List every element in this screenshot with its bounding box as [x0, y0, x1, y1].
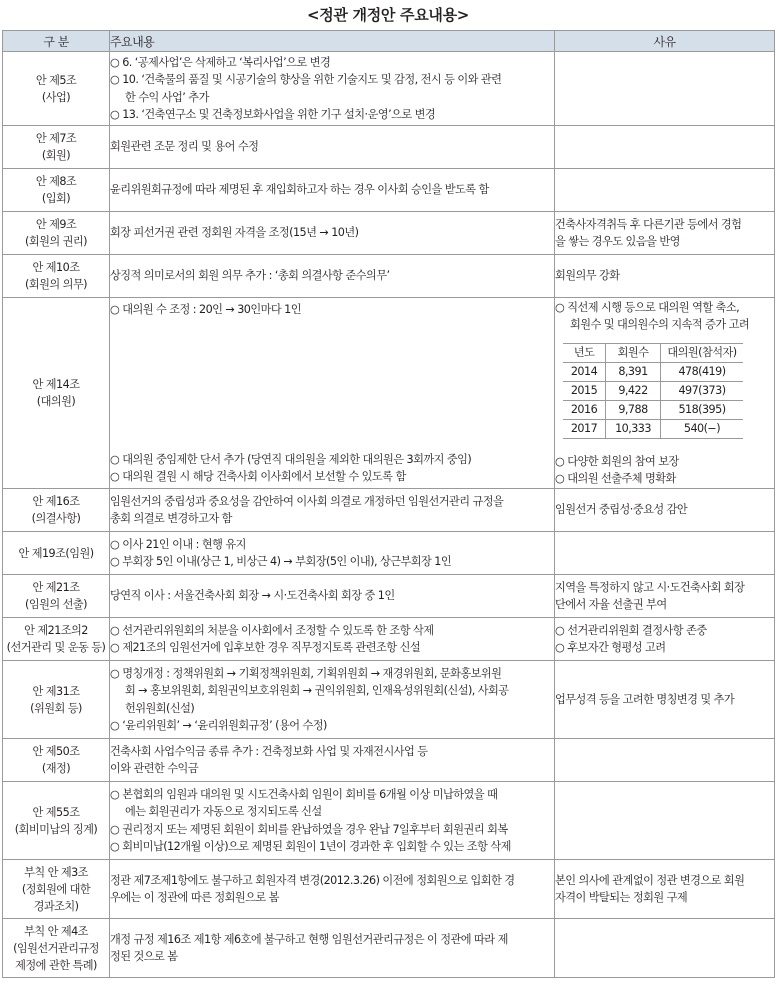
table-row	[3, 618, 775, 661]
header-reason: 사유	[555, 31, 775, 52]
table-row	[3, 739, 775, 782]
table-row	[3, 575, 775, 618]
row-gubun: 부칙 안 제3조 (정회원에 대한 경과조치)	[3, 860, 110, 919]
row-content: 임원선거의 중립성과 중요성을 감안하여 이사회 의결로 개정하던 임원선거관리 규정을 총회 의결로 변경하고자 함	[110, 489, 555, 532]
table-row	[3, 298, 775, 489]
row-gubun: 안 제21조의2 (선거관리 및 운동 등)	[3, 618, 110, 661]
table-row	[3, 212, 775, 255]
row-gubun: 안 제31조 (위원회 등)	[3, 661, 110, 739]
row-reason: 업무성격 등을 고려한 명칭변경 및 추가	[555, 661, 775, 739]
row-reason: ○ 직선제 시행 등으로 대의원 역할 축소, 회원수 및 대의원수의 지속적 증가 고려 년도 회원수 대의원(참석자) 2014 8,391 478(419) 2015 9,422 497(373) 2016 9,788 518(395) 2017 10,333 540(−) ○ 다양한 회원의 참여 보장 ○ 대의원 선출주체 명확화	[555, 298, 775, 489]
table-row	[3, 532, 775, 575]
row-content: ○ 이사 21인 이내 : 현행 유지 ○ 부회장 5인 이내(상근 1, 비상근 4) → 부회장(5인 이내), 상근부회장 1인	[110, 532, 555, 575]
table-row	[3, 860, 775, 919]
row-gubun: 안 제5조 (사업)	[3, 52, 110, 126]
row-content: 회장 피선거권 관련 정회원 자격을 조정(15년 → 10년)	[110, 212, 555, 255]
row-gubun: 안 제8조 (입회)	[3, 169, 110, 212]
table-row	[3, 782, 775, 860]
table-row	[3, 52, 775, 126]
row-gubun: 안 제19조(임원)	[3, 532, 110, 575]
row-gubun: 안 제7조 (회원)	[3, 126, 110, 169]
stats-row: 2017 10,333 540(−)	[563, 419, 743, 438]
header-gubun: 구 분	[3, 31, 110, 52]
member-stats-table	[563, 343, 743, 439]
row-content: 건축사회 사업수익금 종류 추가 : 건축정보화 사업 및 자재전시사업 등 이와 관련한 수익금	[110, 739, 555, 782]
table-row	[3, 919, 775, 978]
row-reason	[555, 169, 775, 212]
stats-row: 2016 9,788 518(395)	[563, 400, 743, 419]
row-reason: 회원의무 강화	[555, 255, 775, 298]
row-reason	[555, 126, 775, 169]
row-reason: 본인 의사에 관계없이 정관 변경으로 회원 자격이 박탈되는 정회원 구제	[555, 860, 775, 919]
row-content: 윤리위원회규정에 따라 제명된 후 재입회하고자 하는 경우 이사회 승인을 받도록 함	[110, 169, 555, 212]
table-row	[3, 489, 775, 532]
row-content: ○ 대의원 수 조정 : 20인 → 30인마다 1인 ○ 대의원 중임제한 단서 추가 (당연직 대의원을 제외한 대의원은 3회까지 중임) ○ 대의원 결원 시 해당 건축사회 이사회에서 보선할 수 있도록 함	[110, 298, 555, 489]
header-content: 주요내용	[110, 31, 555, 52]
stats-row: 2015 9,422 497(373)	[563, 381, 743, 400]
row-reason	[555, 532, 775, 575]
row-reason: 임원선거 중립성·중요성 감안	[555, 489, 775, 532]
amendment-table	[2, 30, 775, 978]
row-reason	[555, 782, 775, 860]
row-gubun: 부칙 안 제4조 (임원선거관리규정 제정에 관한 특례)	[3, 919, 110, 978]
row-gubun: 안 제14조 (대의원)	[3, 298, 110, 489]
row-gubun: 안 제10조 (회원의 의무)	[3, 255, 110, 298]
row-content: ○ 본협회의 임원과 대의원 및 시도건축사회 임원이 회비를 6개월 이상 미납하였을 때 에는 회원권리가 자동으로 정지되도록 신설 ○ 권리정지 또는 제명된 회원이 회비를 완납하였을 경우 완납 7일후부터 회원권리 회복 ○ 회비미납(12개월 이상)으로 제명된 회원이 1년이 경과한 후 입회할 수 있는 조항 삭제	[110, 782, 555, 860]
row-gubun: 안 제9조 (회원의 권리)	[3, 212, 110, 255]
row-content: ○ 선거관리위원회의 처분을 이사회에서 조정할 수 있도록 한 조항 삭제 ○ 제21조의 임원선거에 입후보한 경우 직무정지토록 관련조항 신설	[110, 618, 555, 661]
row-content: 회원관련 조문 정리 및 용어 수정	[110, 126, 555, 169]
row-reason	[555, 52, 775, 126]
table-row	[3, 126, 775, 169]
row-content: 정관 제7조제1항에도 불구하고 회원자격 변경(2012.3.26) 이전에 정회원으로 입회한 경 우에는 이 정관에 따른 정회원으로 봄	[110, 860, 555, 919]
stats-row: 2014 8,391 478(419)	[563, 362, 743, 381]
row-gubun: 안 제16조 (의결사항)	[3, 489, 110, 532]
row-reason	[555, 739, 775, 782]
row-content: ○ 6. ‘공제사업’은 삭제하고 ‘복리사업’으로 변경 ○ 10. ‘건축물의 품질 및 시공기술의 향상을 위한 기술지도 및 감정, 전시 등 이와 관련 한 수익 사업’ 추가 ○ 13. ‘건축연구소 및 건축정보화사업을 위한 기구 설치·운영’으로 변경	[110, 52, 555, 126]
table-row	[3, 169, 775, 212]
table-row	[3, 255, 775, 298]
stats-header-row: 년도 회원수 대의원(참석자)	[563, 343, 743, 362]
row-gubun: 안 제55조 (회비미납의 징계)	[3, 782, 110, 860]
page-title: <정관 개정안 주요내용>	[306, 6, 470, 24]
row-gubun: 안 제21조 (임원의 선출)	[3, 575, 110, 618]
row-reason	[555, 919, 775, 978]
row-reason: ○ 선거관리위원회 결정사항 존중 ○ 후보자간 형평성 고려	[555, 618, 775, 661]
row-reason: 건축사자격취득 후 다른기관 등에서 경험 을 쌓는 경우도 있음을 반영	[555, 212, 775, 255]
row-gubun: 안 제50조 (재정)	[3, 739, 110, 782]
table-header-row	[3, 31, 775, 52]
row-content: 당연직 이사 : 서울건축사회 회장 → 시·도건축사회 회장 중 1인	[110, 575, 555, 618]
row-reason: 지역을 특정하지 않고 시·도건축사회 회장 단에서 자율 선출권 부여	[555, 575, 775, 618]
table-row	[3, 661, 775, 739]
row-content: ○ 명칭개정 : 정책위원회 → 기획정책위원회, 기획위원회 → 재경위원회, 문화홍보위원 회 → 홍보위원회, 회원권익보호위원회 → 권익위원회, 인재육성위원회(신설), 사회공 헌위원회(신설) ○ ‘윤리위원회’ → ‘윤리위원회규정’ (용어 수정)	[110, 661, 555, 739]
row-content: 상징적 의미로서의 회원 의무 추가 : ‘총회 의결사항 준수의무’	[110, 255, 555, 298]
row-content: 개정 규정 제16조 제1항 제6호에 불구하고 현행 임원선거관리규정은 이 정관에 따라 제 정된 것으로 봄	[110, 919, 555, 978]
